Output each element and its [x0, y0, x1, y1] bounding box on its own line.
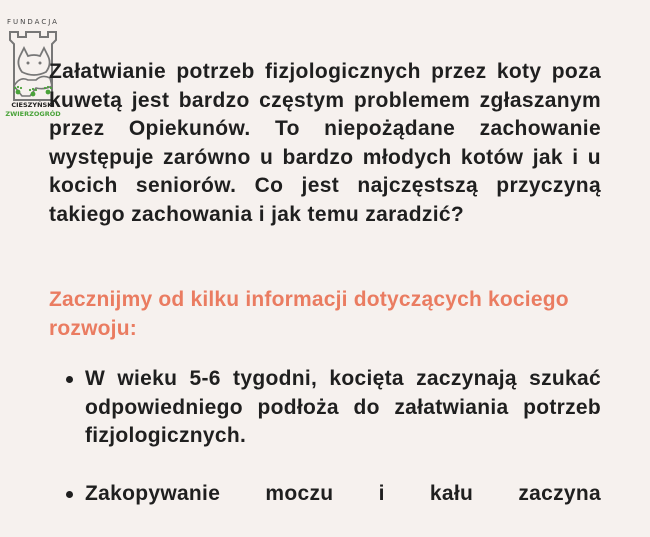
- list-item-text: W wieku 5-6 tygodni, kocięta zaczynają szukać odpowiedniego podłoża do załatwiania potrzeb fizjologicznych.: [85, 367, 601, 447]
- logo-top-text: FUNDACJA: [7, 18, 59, 26]
- bullet-dot-icon: [66, 376, 73, 383]
- development-facts-list: [49, 365, 601, 508]
- section-heading: Zacznijmy od kilku informacji dotyczących kociego rozwoju:: [49, 288, 569, 340]
- logo-line-zwierzogrod: ZWIERZOGRÓD: [5, 110, 61, 118]
- logo-line-cieszynski: CIESZYŃSKI: [11, 101, 55, 109]
- list-item: [49, 365, 601, 451]
- bullet-dot-icon: [66, 491, 73, 498]
- list-item-text: Zakopywanie moczu i kału zaczyna: [85, 481, 601, 505]
- article-content: [49, 58, 601, 537]
- intro-paragraph: Załatwianie potrzeb fizjologicznych przez koty poza kuwetą jest bardzo częstym problemem zgłaszanym przez Opiekunów. To niepożądane zachowanie występuje zarówno u bardzo młodych kotów jak i u kocich seniorów. Co jest najczęstszą przyczyną takiego zachowania i jak temu zaradzić?: [49, 60, 601, 226]
- list-item: [49, 480, 601, 509]
